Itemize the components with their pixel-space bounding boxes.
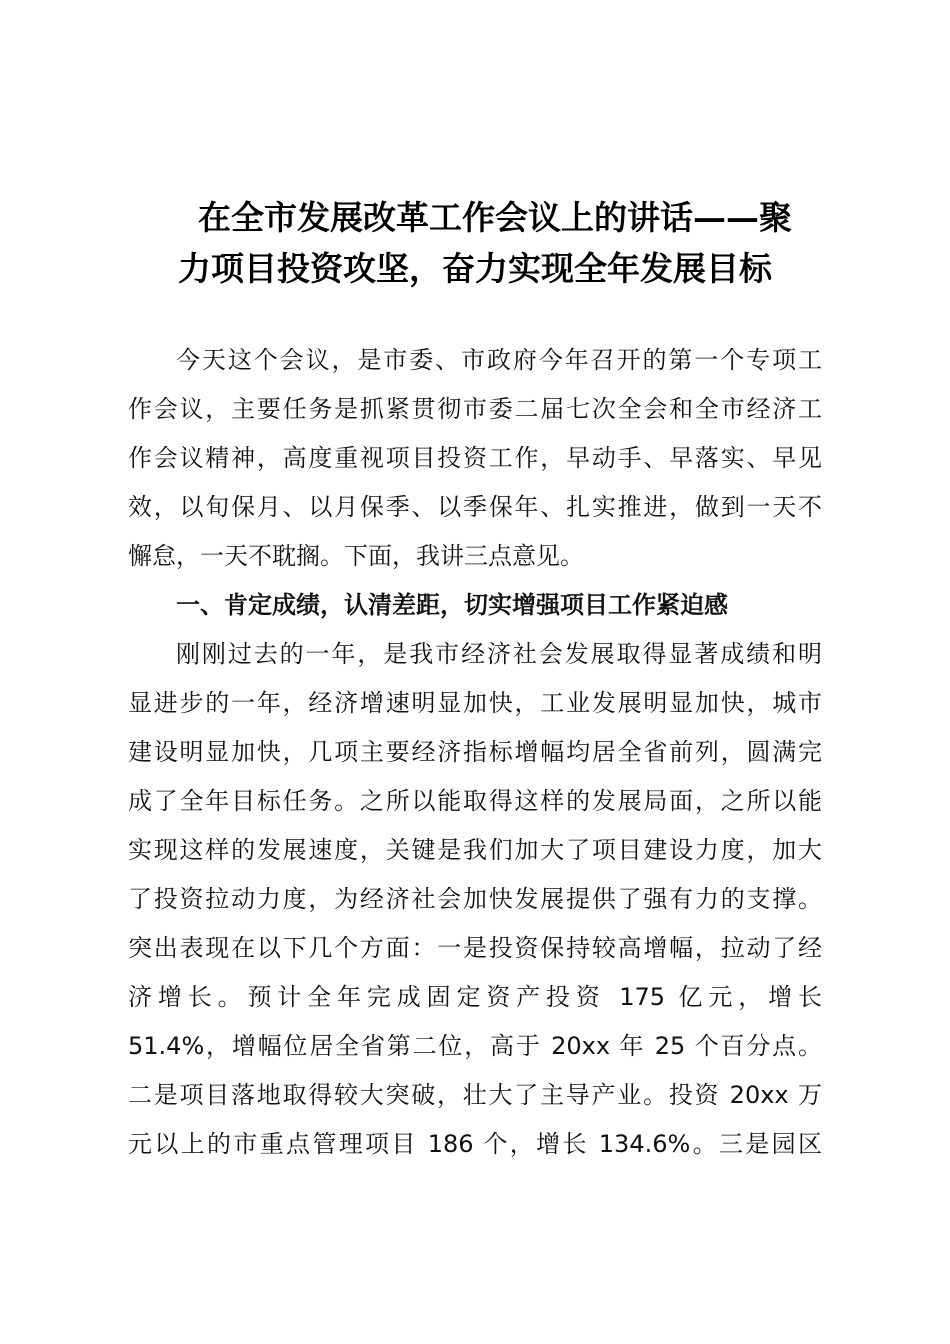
paragraph-intro <box>128 336 822 581</box>
text-line: 显进步的一年，经济增速明显加快，工业发展明显加快，城市 <box>128 689 822 717</box>
text-line: 建设明显加快，几项主要经济指标增幅均居全省前列，圆满完 <box>128 738 822 766</box>
document-title <box>128 192 822 294</box>
text-line: 作会议精神，高度重视项目投资工作，早动手、早落实、早见 <box>128 444 822 472</box>
text-line: 济增长。预计全年完成固定资产投资 175 亿元，增长 <box>128 983 822 1011</box>
text-line: 刚刚过去的一年，是我市经济社会发展取得显著成绩和明 <box>176 640 822 668</box>
text-line: 今天这个会议，是市委、市政府今年召开的第一个专项工 <box>176 346 822 374</box>
text-line: 作会议，主要任务是抓紧贯彻市委二届七次全会和全市经济工 <box>128 395 822 423</box>
text-line: 实现这样的发展速度，关键是我们加大了项目建设力度，加大 <box>128 836 822 864</box>
title-line-1: 在全市发展改革工作会议上的讲话——聚 <box>198 198 792 237</box>
text-line: 成了全年目标任务。之所以能取得这样的发展局面，之所以能 <box>128 787 822 815</box>
text-line: 元以上的市重点管理项目 186 个，增长 134.6%。三是园区 <box>128 1130 822 1158</box>
text-line: 51.4%，增幅位居全省第二位，高于 20xx 年 25 个百分点。 <box>128 1032 822 1060</box>
text-line: 突出表现在以下几个方面：一是投资保持较高增幅，拉动了经 <box>128 934 822 962</box>
text-line: 二是项目落地取得较大突破，壮大了主导产业。投资 20xx 万 <box>128 1081 822 1109</box>
document-body <box>128 336 822 1169</box>
section-heading-1: 一、肯定成绩，认清差距，切实增强项目工作紧迫感 <box>176 591 728 619</box>
text-line: 懈怠，一天不耽搁。下面，我讲三点意见。 <box>128 542 584 570</box>
title-line-2: 力项目投资攻坚，奋力实现全年发展目标 <box>178 249 772 288</box>
paragraph-achievements <box>128 630 822 1169</box>
text-line: 效，以旬保月、以月保季、以季保年、扎实推进，做到一天不 <box>128 493 822 521</box>
text-line: 了投资拉动力度，为经济社会加快发展提供了强有力的支撑。 <box>128 885 822 913</box>
